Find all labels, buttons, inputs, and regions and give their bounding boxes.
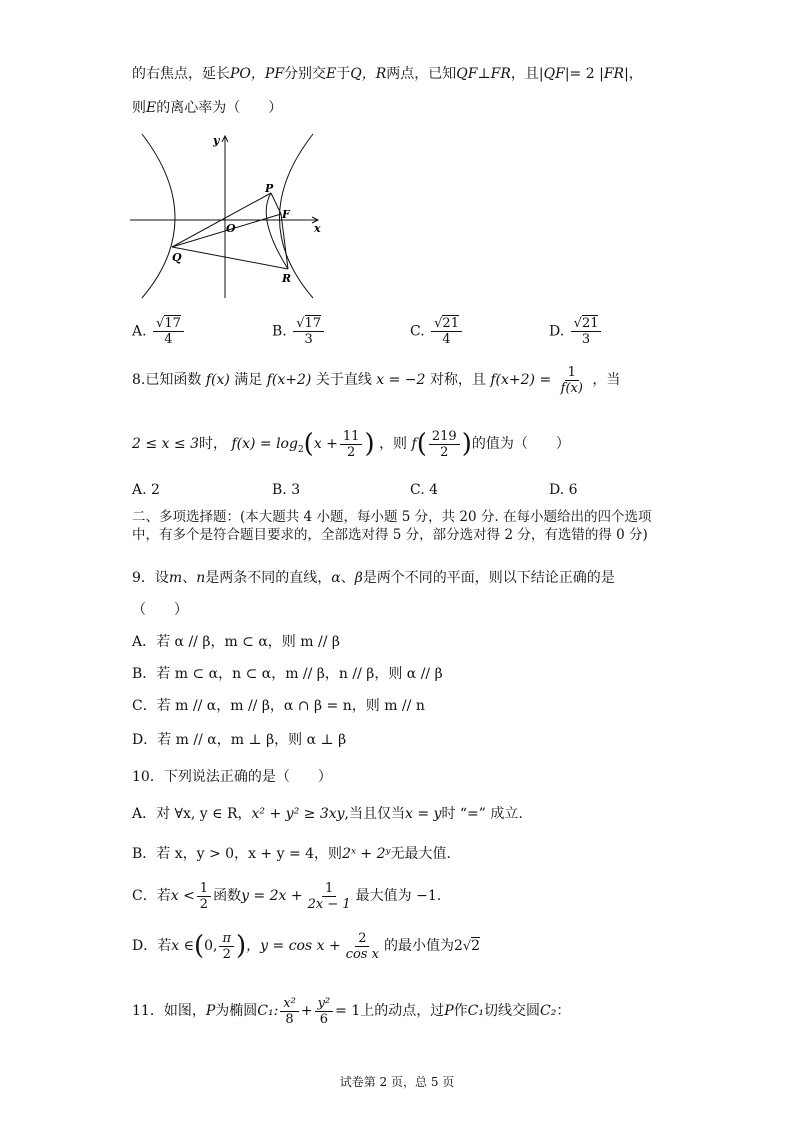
- text: A．对 ∀x, y ∈ R，: [132, 806, 252, 822]
- q7-text: 分别交: [284, 66, 327, 82]
- hyperbola-figure: [128, 130, 328, 302]
- math: f: [411, 436, 417, 452]
- text: 、: [340, 570, 355, 586]
- denominator: f(x): [560, 380, 583, 396]
- text: 最大值为 −1.: [355, 888, 442, 904]
- q11-stem: [132, 992, 570, 1030]
- text: 对称，且: [429, 372, 486, 388]
- q7-text: |= 2 |: [564, 66, 604, 82]
- line-qr: [172, 247, 288, 269]
- option-text: 4: [429, 482, 439, 498]
- denominator: 2: [199, 896, 209, 912]
- q7-text: 的离心率为（ ）: [156, 100, 283, 116]
- q7-text: 则: [132, 100, 146, 116]
- denominator: 3: [304, 332, 313, 347]
- q7-condition: FR: [603, 66, 625, 82]
- text: ：: [556, 1003, 571, 1019]
- label-f: F: [282, 208, 290, 221]
- denominator: cos x: [345, 946, 379, 962]
- option-letter: D.: [549, 323, 565, 340]
- denominator: 4: [164, 332, 173, 347]
- q7-text: ，且|: [510, 66, 544, 82]
- text: D．若: [132, 938, 172, 954]
- option-fraction: $\frac{√17}{4}$: [153, 316, 184, 347]
- math: C₁:: [257, 1003, 279, 1019]
- denominator: 3: [581, 332, 591, 347]
- math: x = y: [405, 806, 442, 822]
- math: β: [354, 570, 363, 586]
- q9-number: 9．设: [132, 570, 169, 586]
- option-letter: D.: [549, 482, 565, 498]
- denominator: 4: [442, 332, 451, 347]
- denominator: 2: [222, 946, 231, 962]
- text: C．若: [132, 888, 171, 904]
- numerator: x²: [280, 996, 299, 1012]
- math: f(x): [205, 372, 230, 388]
- text: 函数: [213, 888, 242, 904]
- math: C₂: [539, 1003, 557, 1019]
- numerator: 1: [565, 365, 579, 381]
- q8-fraction: [558, 365, 586, 396]
- q8-line1: [132, 362, 620, 398]
- section-heading: 二、多项选择题：(本大题共 4 小题，每小题 5 分，共 20 分. 在每小题给出的四个选项中，有多个是符合题目要求的，全部选对得 5 分，部分选对得 2 分，有选错的得 0 分): [132, 509, 652, 543]
- q8-option-b[interactable]: [272, 482, 300, 498]
- q9-option-a[interactable]: A．若 α // β，m ⊂ α，则 m // β: [132, 634, 340, 650]
- math: C₁: [467, 1003, 484, 1019]
- q9-option-c[interactable]: C．若 m // α，m // β，α ∩ β = n，则 m // n: [132, 698, 425, 714]
- label-x: x: [314, 222, 321, 235]
- option-letter: B.: [272, 482, 287, 498]
- option-letter: C.: [410, 323, 425, 340]
- q10-option-a[interactable]: [132, 804, 523, 824]
- fraction: [429, 429, 460, 460]
- math: m: [168, 570, 183, 586]
- q7-line2: [132, 98, 282, 118]
- math: α: [331, 570, 341, 586]
- text: 的最小值为: [383, 938, 454, 954]
- math: x = −2: [376, 372, 426, 388]
- hyperbola-left-branch: [142, 134, 175, 298]
- q9-stem: [132, 568, 615, 588]
- option-text: 3: [291, 482, 301, 498]
- math: P: [444, 1003, 454, 1019]
- numerator: 1: [322, 881, 336, 897]
- option-fraction: $\frac{√17}{3}$: [293, 316, 324, 347]
- arc-pr: [266, 193, 288, 269]
- math: f(x) = log: [231, 436, 298, 452]
- q10-option-b[interactable]: [132, 844, 451, 864]
- denominator: 2: [347, 444, 356, 460]
- radicand: 21: [581, 316, 599, 331]
- radicand: 17: [164, 316, 181, 331]
- label-p: P: [265, 182, 274, 195]
- fraction: [305, 881, 354, 912]
- option-fraction: $\frac{√21}{4}$: [431, 316, 462, 347]
- math: P: [205, 1003, 216, 1019]
- option-text: 2: [151, 482, 160, 498]
- q7-vars-qr: Q，R: [350, 66, 387, 82]
- text: 时，: [198, 436, 227, 452]
- text: 、: [182, 570, 197, 586]
- fraction: [343, 931, 382, 962]
- q8-line2: 2 ≤ x ≤ 3时， $f(x) = \log_2(x$ + $\frac{11}{2}$ ) ，则 f( $\frac{219}{2}$ )的值为（ ）: [132, 428, 570, 460]
- math: 2: [453, 938, 463, 954]
- q7-option-d[interactable]: [549, 316, 603, 347]
- text: 的值为（ ）: [471, 436, 570, 452]
- q9-option-b[interactable]: B．若 m ⊂ α，n ⊂ α，m // β，n // β，则 α // β: [132, 666, 443, 682]
- text: 关于直线: [315, 372, 372, 388]
- q7-condition: QF: [543, 66, 565, 82]
- math: x² + y² ≥ 3xy: [251, 806, 345, 822]
- label-o: O: [226, 222, 236, 235]
- q7-text: 两点，已知: [386, 66, 457, 82]
- q7-text: |，: [624, 66, 643, 82]
- text: 是两个不同的平面，则以下结论正确的是: [362, 570, 615, 586]
- math: f(x+2): [266, 372, 312, 388]
- math: ，y = cos x +: [246, 938, 341, 954]
- fraction: [340, 429, 363, 460]
- q7-option-a[interactable]: [132, 316, 186, 347]
- text: 作: [453, 1003, 468, 1019]
- text: 上的动点，过: [360, 1003, 445, 1019]
- q8-option-d[interactable]: [549, 482, 578, 498]
- q7-var-e: E: [326, 66, 337, 82]
- label-q: Q: [172, 251, 182, 264]
- numerator: π: [219, 931, 234, 947]
- option-text: 6: [568, 482, 578, 498]
- q7-option-c[interactable]: [410, 316, 464, 347]
- numerator: 2: [355, 931, 369, 947]
- fraction: [280, 996, 299, 1027]
- radicand: 17: [304, 316, 322, 331]
- q9-option-d[interactable]: D．若 m // α，m ⊥ β，则 α ⊥ β: [132, 732, 347, 748]
- math: f(x+2) =: [490, 372, 552, 388]
- math: n: [196, 570, 206, 586]
- math: x +: [313, 436, 338, 452]
- math: y = 2x +: [241, 888, 303, 904]
- q8-option-c[interactable]: [410, 482, 438, 498]
- q7-text: 的右焦点，延长: [132, 66, 230, 82]
- q9-paren: （ ）: [132, 602, 188, 618]
- math: +: [300, 1003, 313, 1019]
- text: B．若 x，y > 0，x + y = 4，则: [132, 846, 343, 862]
- numerator: 11: [340, 429, 363, 445]
- text: 为椭圆: [215, 1003, 258, 1019]
- q7-text: 于: [336, 66, 351, 82]
- log-base: 2: [297, 444, 304, 455]
- option-letter: A.: [132, 323, 147, 340]
- radicand: 2: [471, 938, 481, 954]
- q7-vars: PO，PF: [230, 66, 285, 82]
- text: ,当且仅当: [344, 806, 405, 822]
- q8-number: 8.已知函数: [132, 372, 202, 388]
- q8-option-a[interactable]: [132, 482, 160, 498]
- text: 切线交圆: [483, 1003, 540, 1019]
- q7-var-e: E: [146, 100, 157, 116]
- line-pf: [271, 193, 281, 214]
- fraction: [315, 996, 334, 1027]
- math: 2ˣ + 2ʸ: [342, 846, 391, 862]
- q11-number: 11．如图，: [132, 1003, 206, 1019]
- q10-stem: 10．下列说法正确的是（ ）: [132, 769, 332, 785]
- q7-line1: [132, 64, 643, 84]
- q10-option-d[interactable]: D．若x ∈(0, $\frac{\pi}{2}$ )，y = cos x + $\frac{2}{\text{cos x}}$ 的最小值为2√2: [132, 930, 481, 962]
- numerator: 1: [197, 881, 211, 897]
- label-y: y: [213, 134, 220, 147]
- denominator: 2: [440, 444, 449, 460]
- fraction: [219, 931, 234, 962]
- math: 2 ≤ x ≤ 3: [132, 436, 199, 452]
- text: 是两条不同的直线，: [205, 570, 332, 586]
- q7-condition: QF⊥FR: [456, 66, 511, 82]
- math: x <: [170, 888, 195, 904]
- option-letter: C.: [410, 482, 425, 498]
- text: 时 “=” 成立.: [441, 806, 523, 822]
- denominator: 8: [285, 1011, 294, 1027]
- math: 0,: [204, 938, 218, 954]
- option-letter: A.: [132, 482, 147, 498]
- fraction: [197, 881, 211, 912]
- label-r: R: [282, 272, 292, 285]
- radicand: 21: [442, 316, 459, 331]
- option-fraction: $\frac{√21}{3}$: [571, 316, 602, 347]
- denominator: 2x − 1: [307, 896, 351, 912]
- numerator: 219: [429, 429, 460, 445]
- numerator: y²: [315, 996, 334, 1012]
- text: ，当: [592, 372, 621, 388]
- page-footer: 试卷第 2 页，总 5 页: [339, 1075, 455, 1089]
- text: 满足: [234, 372, 263, 388]
- q10-option-c[interactable]: [132, 878, 441, 914]
- text: ，则: [379, 436, 408, 452]
- option-letter: B.: [272, 323, 287, 340]
- q7-option-b[interactable]: [272, 316, 326, 347]
- denominator: 6: [319, 1011, 328, 1027]
- math: = 1: [335, 1003, 361, 1019]
- text: 无最大值.: [390, 846, 451, 862]
- math: x ∈: [171, 938, 194, 954]
